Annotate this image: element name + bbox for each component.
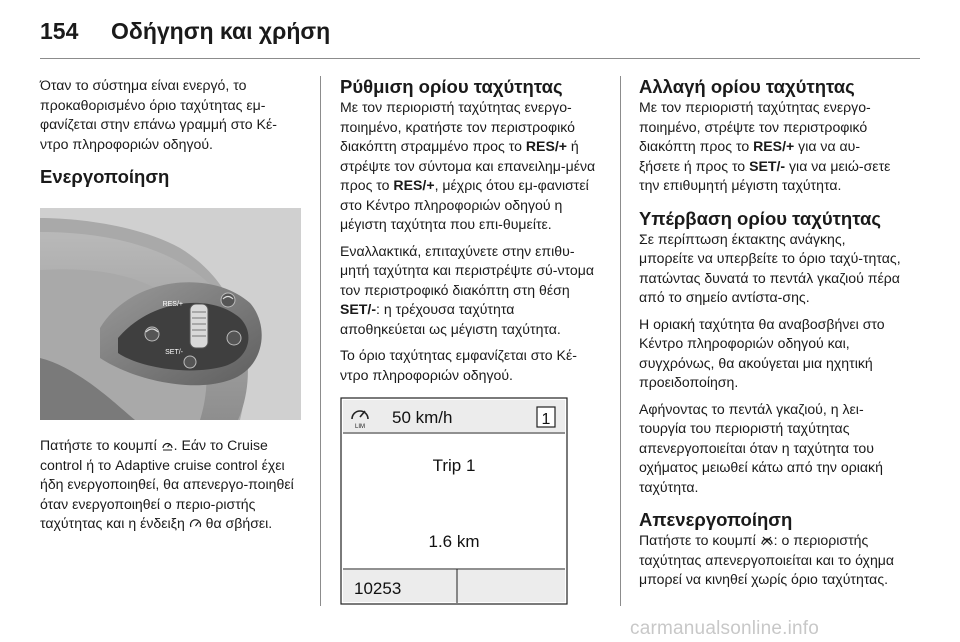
column-divider-1 (320, 76, 321, 606)
activation-heading: Ενεργοποίηση (40, 166, 170, 187)
change-limit-paragraph: Με τον περιοριστή ταχύτητας ενεργο-ποιημένο, στρέψτε τον περιστροφικό διακόπτη προς το RES/+ για να αυ-ξήσετε ή προς το SET/- για να μειώ-σετε την επιθυμητή μέγιστη ταχύτητα. (639, 99, 891, 193)
set-limit-heading: Ρύθμιση ορίου ταχύτητας (340, 76, 563, 97)
cruise-control-icon (189, 517, 202, 530)
header-divider (40, 58, 920, 59)
limiter-label: LIM (354, 424, 366, 430)
column-right (639, 76, 901, 597)
exceed-paragraph-1: Σε περίπτωση έκτακτης ανάγκης, μπορείτε να υπερβείτε το όριο ταχύ-τητας, πατώντας δυνατά το πεντάλ γκαζιού πέρα από το σημείο αντίστα-σης. (639, 230, 901, 305)
driver-information-display (340, 397, 568, 605)
watermark: carmanualsonline.info (630, 618, 820, 639)
change-limit-heading: Αλλαγή ορίου ταχύτητας (639, 76, 855, 97)
display-odometer: 10253 (354, 579, 402, 598)
intro-paragraph: Όταν το σύστημα είναι ενεργό, το προκαθορισμένο όριο ταχύτητας εμ-φανίζεται στην επάνω γραμμή στο Κέ-ντρο πληροφοριών οδηγού. (40, 77, 277, 152)
speed-limiter-icon (161, 439, 174, 452)
set-limit-paragraph-3: Το όριο ταχύτητας εμφανίζεται στο Κέ-ντρο πληροφοριών οδηγού. (340, 347, 577, 383)
exceed-paragraph-2: Η οριακή ταχύτητα θα αναβοσβήνει στο Κέντρο πληροφοριών οδηγού και, συγχρόνως, θα ακούγεται μια ηχητική προειδοποίηση. (639, 315, 885, 390)
page-number: 154 (40, 18, 79, 44)
set-limit-paragraph-2: Εναλλακτικά, επιταχύνετε στην επιθυ-μητή ταχύτητα και περιστρέψτε σύ-ντομα τον περιστροφικό διακόπτη στη θέση SET/-: η τρέχουσα ταχύτητα αποθηκεύεται ως μέγιστη ταχύτητα. (340, 242, 594, 337)
steering-wheel-illustration (40, 208, 301, 420)
exceed-limit-heading: Υπέρβαση ορίου ταχύτητας (639, 207, 881, 229)
display-gear: 1 (541, 411, 551, 428)
activation-paragraph: Πατήστε το κουμπί . Εάν το Cruise control ή το Adaptive cruise control έχει ήδη ενεργοποιηθεί, θα απενεργο-ποιηθεί όταν ενεργοποιηθεί ο περιο-ριστής ταχύτητας και η ένδειξη θα σβήσει. (40, 437, 294, 531)
column-divider-2 (620, 76, 621, 606)
cancel-limiter-icon (760, 534, 774, 547)
wheel-label-res: RES/+ (162, 301, 183, 308)
column-left (40, 76, 302, 541)
display-trip: Trip 1 (432, 456, 476, 475)
chapter-title: Οδήγηση και χρήση (111, 18, 331, 44)
wheel-label-set: SET/- (165, 349, 183, 356)
page-header (40, 14, 920, 54)
exceed-paragraph-3: Αφήνοντας το πεντάλ γκαζιού, η λει-τουργία του περιοριστή ταχύτητας απενεργοποιείται όταν η ταχύτητα του οχήματος μειωθεί κάτω από την οριακή ταχύτητα. (639, 400, 883, 495)
deactivation-paragraph: Πατήστε το κουμπί : ο περιοριστής ταχύτητας απενεργοποιείται και το όχημα μπορεί να κινηθεί χωρίς όριο ταχύτητας. (639, 532, 895, 587)
display-speed: 50 km/h (392, 408, 453, 427)
deactivation-heading: Απενεργοποίηση (639, 509, 793, 530)
column-middle (340, 76, 602, 605)
set-limit-paragraph-1: Με τον περιοριστή ταχύτητας ενεργο-ποιημένο, κρατήστε τον περιστροφικό διακόπτη στραμμένο προς το RES/+ ή στρέψτε τον σύντομα και επανειλημ-μένα προς το RES/+, μέχρις ότου εμ-φανιστεί στο Κέντρο πληροφοριών οδηγού η μέγιστη ταχύτητα που επι-θυμείτε. (340, 99, 596, 232)
display-distance: 1.6 km (428, 532, 480, 551)
